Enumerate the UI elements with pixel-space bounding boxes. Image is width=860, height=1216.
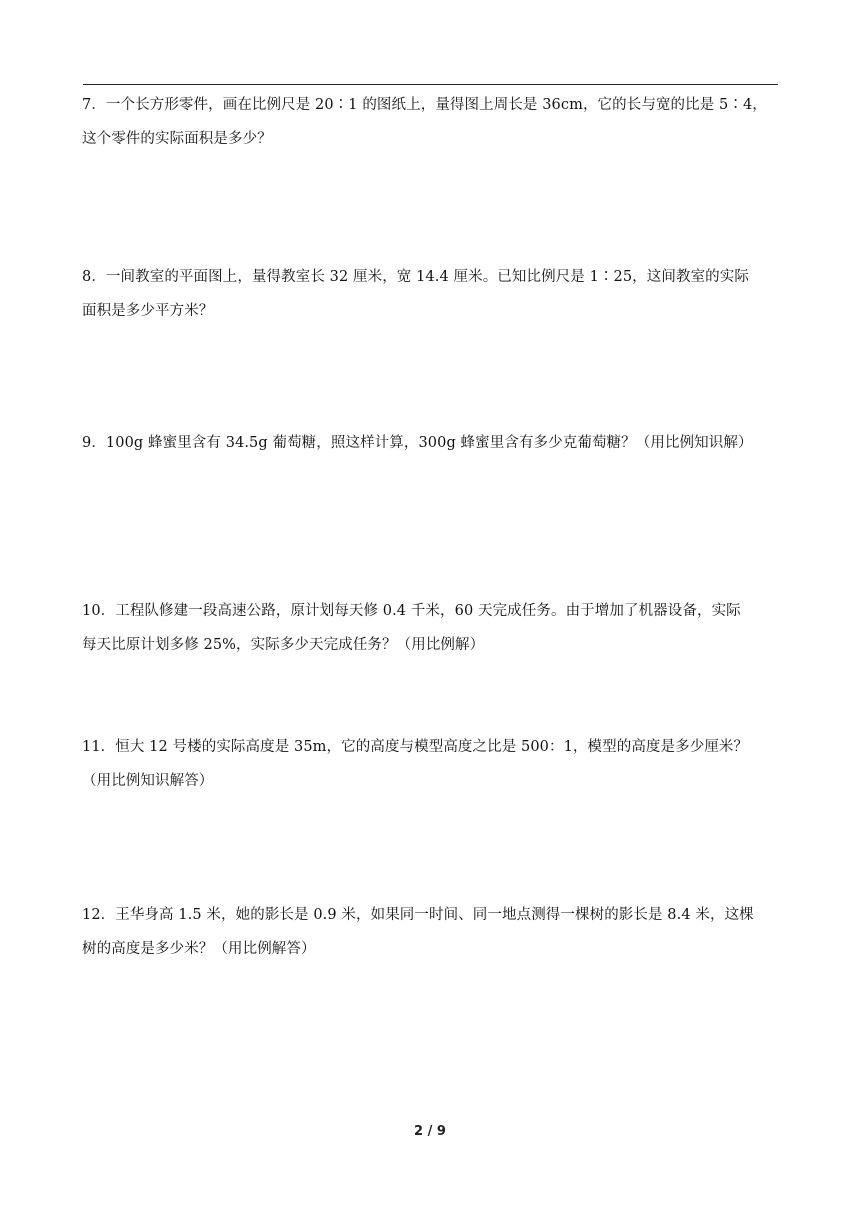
- question-7-line-1: 7．一个长方形零件，画在比例尺是 20∶1 的图纸上，量得图上周长是 36cm，它的长与宽的比是 5∶4，: [82, 97, 767, 113]
- question-8: [82, 260, 782, 328]
- question-10-line-1: 10．工程队修建一段高速公路，原计划每天修 0.4 千米，60 天完成任务。由于增加了机器设备，实际: [82, 603, 741, 619]
- question-10-line-2: 每天比原计划多修 25%，实际多少天完成任务？（用比例解）: [82, 637, 485, 653]
- page-number: 2 / 9: [414, 1124, 446, 1139]
- header-rule: [83, 84, 778, 85]
- question-12: [82, 898, 782, 966]
- question-8-line-2: 面积是多少平方米？: [82, 303, 214, 319]
- question-11-line-1: 11．恒大 12 号楼的实际高度是 35m，它的高度与模型高度之比是 500：1，模型的高度是多少厘米？: [82, 739, 749, 755]
- question-8-line-1: 8．一间教室的平面图上，量得教室长 32 厘米，宽 14.4 厘米。已知比例尺是 1∶25，这间教室的实际: [82, 269, 749, 285]
- question-11: [82, 730, 782, 798]
- question-7-line-2: 这个零件的实际面积是多少？: [82, 131, 272, 147]
- question-7: [82, 88, 782, 156]
- question-9: [82, 426, 782, 460]
- question-12-line-2: 树的高度是多少米？（用比例解答）: [82, 941, 316, 957]
- question-11-line-2: （用比例知识解答）: [82, 773, 214, 789]
- question-9-line-1: 9．100g 蜂蜜里含有 34.5g 葡萄糖，照这样计算，300g 蜂蜜里含有多少克葡萄糖？（用比例知识解）: [82, 435, 753, 451]
- question-12-line-1: 12．王华身高 1.5 米，她的影长是 0.9 米，如果同一时间、同一地点测得一棵树的影长是 8.4 米，这棵: [82, 907, 754, 923]
- question-10: [82, 594, 782, 662]
